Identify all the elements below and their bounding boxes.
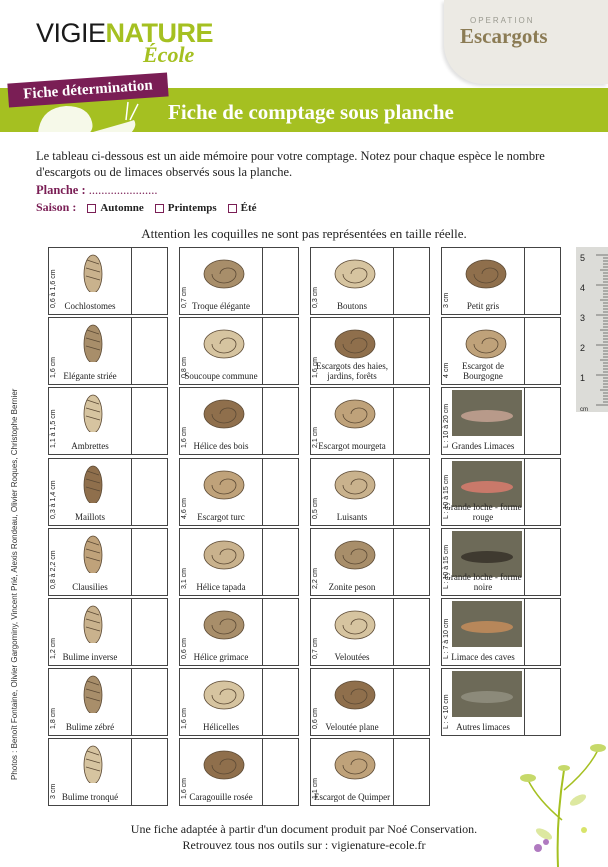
species-size: 1,8 cm <box>50 708 57 730</box>
species-size: 1,1 à 1,5 cm <box>50 409 57 449</box>
count-box[interactable] <box>393 247 430 315</box>
count-box[interactable] <box>393 668 430 736</box>
species-name: Cochlostomes <box>64 301 116 311</box>
ruler-label: cm <box>580 407 588 412</box>
snail-shell-icon <box>196 392 252 432</box>
species-size: 0,3 à 1,4 cm <box>50 480 57 519</box>
species-cell <box>179 247 263 315</box>
logo-vigie-text: VIGIE <box>36 18 106 48</box>
species-name: Bulime tronqué <box>61 792 119 803</box>
snail-shell-icon <box>327 463 383 503</box>
species-cell <box>179 738 263 806</box>
saison-option-ete[interactable]: Été <box>228 202 257 214</box>
count-box[interactable] <box>131 317 168 385</box>
snail-shell-icon <box>327 743 383 783</box>
count-box[interactable] <box>393 458 430 526</box>
species-name: Escargot turc <box>197 511 245 522</box>
count-box[interactable] <box>131 598 168 666</box>
species-cell <box>441 247 525 315</box>
species-size: 4,6 cm <box>181 497 188 519</box>
species-size: 1,6 cm <box>181 708 188 730</box>
count-box[interactable] <box>393 317 430 385</box>
species-name: Limace des caves <box>451 652 515 662</box>
snail-shell-icon <box>327 322 383 362</box>
checkbox-icon[interactable] <box>155 204 164 213</box>
saison-label: Saison : <box>36 200 77 214</box>
photo-credits: Photos : Benoît Fontaine, Olivier Gargominy, Vincent Prié, Alexis Rondeau, Olivier Roques, Christophe Bernier <box>10 388 19 780</box>
count-box[interactable] <box>524 528 561 596</box>
species-size: L : 10 à 15 cm <box>443 544 450 589</box>
species-name: Veloutée plane <box>325 722 379 733</box>
saison-option-printemps[interactable]: Printemps <box>155 202 217 214</box>
snail-shell-icon <box>196 603 252 643</box>
species-cell <box>310 317 394 385</box>
page-title: Fiche de comptage sous planche <box>168 100 454 124</box>
species-size: 4 cm <box>443 363 450 379</box>
slug-photo-icon <box>452 671 522 717</box>
snail-shell-icon <box>196 322 252 362</box>
species-cell <box>310 598 394 666</box>
slug-photo-icon <box>452 461 522 507</box>
snail-shell-icon <box>65 603 121 643</box>
operation-label: OPERATION <box>470 16 535 25</box>
species-cell <box>48 247 132 315</box>
species-cell <box>310 738 394 806</box>
count-box[interactable] <box>524 598 561 666</box>
species-name: Caragouille rosée <box>189 792 253 803</box>
snail-shell-icon <box>65 533 121 573</box>
species-cell <box>179 598 263 666</box>
species-cell <box>48 387 132 455</box>
warning-text: Attention les coquilles ne sont pas représentées en taille réelle. <box>141 226 467 241</box>
ruler-label: 1 <box>580 373 586 383</box>
species-size: 0,8 cm <box>181 357 188 379</box>
snail-shell-icon <box>327 252 383 292</box>
ruler-label: 5 <box>580 253 586 263</box>
species-size: L : < 10 cm <box>443 694 450 730</box>
footer-website[interactable]: Retrouvez tous nos outils sur : vigienature-ecole.fr <box>182 838 426 852</box>
count-box[interactable] <box>131 387 168 455</box>
species-size: 0,6 à 1,6 cm <box>50 269 57 308</box>
species-name: Elégante striée <box>63 371 117 382</box>
species-size: L : 10 à 20 cm <box>443 404 450 449</box>
species-size: 2,1 cm <box>312 427 319 449</box>
species-size: 0,5 cm <box>312 497 319 519</box>
species-size: 3,1 cm <box>181 567 188 589</box>
species-size: 3 cm <box>443 292 450 308</box>
species-cell <box>48 668 132 736</box>
species-name: Hélice tapada <box>196 581 246 592</box>
species-name: Grande loche - forme rouge <box>444 501 522 522</box>
logo-nature-text: NATURE <box>105 18 214 48</box>
species-name: Hélice des bois <box>193 441 249 452</box>
species-name: Clausilies <box>72 581 108 592</box>
species-name: Troque élégante <box>192 301 250 311</box>
snail-shell-icon <box>65 252 121 292</box>
count-box[interactable] <box>524 247 561 315</box>
species-name: Zonite peson <box>328 581 376 592</box>
species-cell <box>179 528 263 596</box>
count-box[interactable] <box>131 738 168 806</box>
species-name: Hélice grimace <box>193 652 249 662</box>
species-cell <box>48 458 132 526</box>
ruler-icon <box>576 247 608 412</box>
species-size: L : 7 à 10 cm <box>443 618 450 659</box>
species-name: Maillots <box>74 511 105 522</box>
snail-shell-icon <box>196 673 252 713</box>
species-grid <box>48 247 571 812</box>
count-box[interactable] <box>393 528 430 596</box>
species-cell <box>441 458 525 526</box>
snail-shell-icon <box>196 533 252 573</box>
species-cell <box>179 668 263 736</box>
species-cell <box>179 317 263 385</box>
species-name: Hélicelles <box>203 722 239 733</box>
count-box[interactable] <box>131 668 168 736</box>
snail-shell-icon <box>327 533 383 573</box>
species-size: 1,6 cm <box>181 778 188 800</box>
snail-shell-icon <box>458 322 514 362</box>
count-box[interactable] <box>131 528 168 596</box>
planche-field[interactable] <box>36 183 158 198</box>
planche-label: Planche : <box>36 183 86 197</box>
count-box[interactable] <box>393 738 430 806</box>
count-box[interactable] <box>524 317 561 385</box>
count-box[interactable] <box>393 598 430 666</box>
snail-shell-icon <box>65 743 121 783</box>
snail-shell-icon <box>65 673 121 713</box>
species-cell <box>48 598 132 666</box>
checkbox-icon[interactable] <box>87 204 96 213</box>
species-name: Escargot de Quimper <box>313 792 391 803</box>
snail-shell-icon <box>65 463 121 503</box>
species-name: Grandes Limaces <box>451 441 515 452</box>
escargots-logo-text: Escargots <box>460 24 548 48</box>
species-cell <box>310 387 394 455</box>
species-cell <box>310 528 394 596</box>
count-box[interactable] <box>262 598 299 666</box>
count-box[interactable] <box>131 247 168 315</box>
species-cell <box>441 598 525 666</box>
checkbox-icon[interactable] <box>228 204 237 213</box>
species-cell <box>441 668 525 736</box>
count-box[interactable] <box>524 387 561 455</box>
species-size: 2,2 cm <box>312 567 319 589</box>
species-size: 1,6 cm <box>312 357 319 379</box>
species-name: Autres limaces <box>456 722 510 733</box>
count-box[interactable] <box>524 458 561 526</box>
count-box[interactable] <box>131 458 168 526</box>
count-box[interactable] <box>262 528 299 596</box>
species-size: 0,6 cm <box>312 708 319 730</box>
species-cell <box>441 528 525 596</box>
species-size: 0,8 à 2,2 cm <box>50 550 57 589</box>
snail-shell-icon <box>327 673 383 713</box>
species-name: Soucoupe commune <box>184 371 258 382</box>
count-box[interactable] <box>262 247 299 315</box>
count-box[interactable] <box>262 738 299 806</box>
saison-option-automne[interactable]: Automne <box>87 202 143 214</box>
species-size: 1,1 cm <box>312 778 319 800</box>
fiche-determination-tag: Fiche détermination <box>7 72 168 107</box>
species-size: 0,7 cm <box>312 637 319 659</box>
planche-value: ...................... <box>85 183 158 197</box>
species-size: 3 cm <box>50 784 57 800</box>
species-cell <box>48 528 132 596</box>
species-size: 0,7 cm <box>181 286 188 308</box>
snail-shell-icon <box>327 392 383 432</box>
species-cell <box>310 668 394 736</box>
species-name: Grande loche - forme noire <box>444 571 522 592</box>
species-size: 0,6 cm <box>181 637 188 659</box>
saison-row <box>36 200 257 215</box>
species-cell <box>48 738 132 806</box>
species-name: Ambrettes <box>71 441 109 452</box>
species-cell <box>310 247 394 315</box>
species-cell <box>179 458 263 526</box>
species-size: 0,3 cm <box>312 286 319 308</box>
species-name: Petit gris <box>466 301 500 311</box>
snail-shell-icon <box>65 322 121 362</box>
count-box[interactable] <box>262 458 299 526</box>
species-name: Bulime inverse <box>62 652 118 662</box>
logo-ecole-text: École <box>143 42 195 67</box>
species-name: Bulime zébré <box>65 722 115 733</box>
slug-photo-icon <box>452 601 522 647</box>
count-box[interactable] <box>262 387 299 455</box>
species-cell <box>441 387 525 455</box>
species-name: Luisants <box>336 511 368 522</box>
count-box[interactable] <box>262 668 299 736</box>
species-cell <box>441 317 525 385</box>
species-name: Boutons <box>336 301 367 311</box>
ruler-label: 4 <box>580 283 586 293</box>
snail-shell-icon <box>196 252 252 292</box>
species-size: 1,6 cm <box>50 357 57 379</box>
slug-photo-icon <box>452 390 522 436</box>
species-cell <box>179 387 263 455</box>
species-name: Escargots des haies, jardins, forêts <box>315 361 389 382</box>
species-size: 1,2 cm <box>50 637 57 659</box>
snail-shell-icon <box>327 603 383 643</box>
snail-shell-icon <box>65 392 121 432</box>
species-name: Escargot de Bourgogne <box>461 361 505 382</box>
count-box[interactable] <box>393 387 430 455</box>
species-size: 1,6 cm <box>181 427 188 449</box>
species-size: L : 10 à 15 cm <box>443 474 450 519</box>
slug-photo-icon <box>452 531 522 577</box>
count-box[interactable] <box>262 317 299 385</box>
count-box[interactable] <box>524 668 561 736</box>
species-name: Veloutées <box>334 652 370 662</box>
species-cell <box>48 317 132 385</box>
snail-shell-icon <box>458 252 514 292</box>
species-cell <box>310 458 394 526</box>
ruler-label: 3 <box>580 313 586 323</box>
ruler-label: 2 <box>580 343 586 353</box>
snail-shell-icon <box>196 463 252 503</box>
snail-shell-icon <box>196 743 252 783</box>
footer-source: Une fiche adaptée à partir d'un document produit par Noé Conservation. <box>130 822 478 836</box>
intro-text: Le tableau ci-dessous est un aide mémoire pour votre comptage. Notez pour chaque espèce le nombre d'escargots ou de limaces observés sous la planche. <box>36 149 545 179</box>
species-name: Escargot mourgeta <box>318 441 386 452</box>
